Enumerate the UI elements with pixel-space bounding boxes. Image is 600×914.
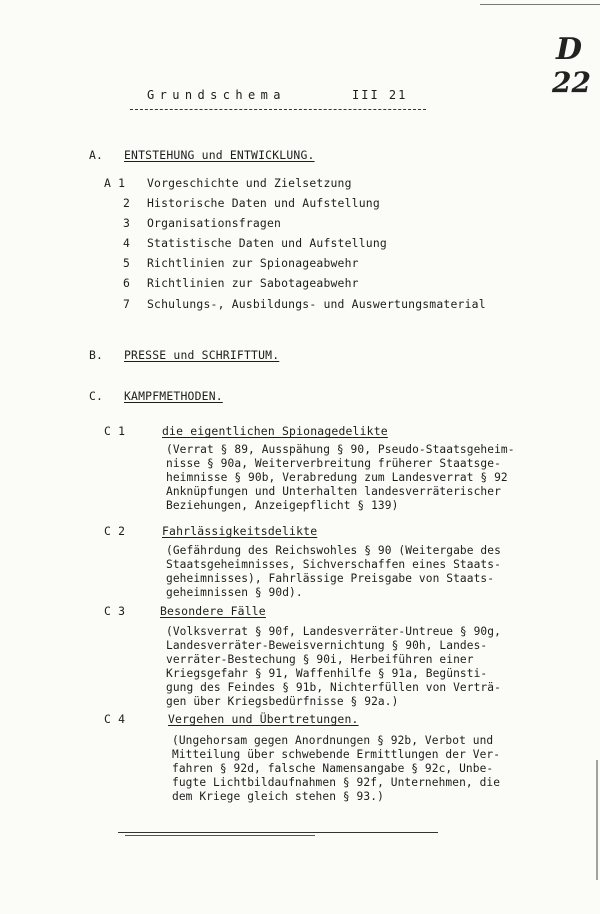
sub-c3-line-6: gen über Kriegsbedürfnisse § 92a.) — [166, 695, 399, 708]
sub-c4-number: C 4 — [104, 712, 126, 726]
sub-c4-heading: Vergehen und Übertretungen. — [168, 712, 359, 726]
sub-c2-line-4: geheimnissen § 90d). — [166, 586, 303, 599]
sub-c1-line-2: nisse § 90a, Weiterverbreitung früherer Staatsge- — [166, 457, 501, 470]
section-b-heading: PRESSE und SCHRIFTTUM. — [124, 348, 280, 362]
list-num-a5: 5 — [123, 256, 131, 270]
scan-edge-mark — [596, 760, 598, 880]
sub-c4-line-4: fugte Lichtbildaufnahmen § 92f, Unternehmen, die — [172, 776, 501, 789]
section-b-letter: B. — [89, 348, 104, 362]
list-item-a7: Schulungs-, Ausbildungs- und Auswertungsmaterial — [147, 297, 486, 311]
sub-c4-line-2: Mitteilung über schwebende Ermittlungen der Ver- — [172, 748, 501, 761]
document-code: III 21 — [352, 88, 408, 102]
sub-c4-line-1: (Ungehorsam gegen Anordnungen § 92b, Verbot und — [172, 734, 494, 747]
document-title: Grundschema — [147, 88, 286, 102]
sub-c2-number: C 2 — [104, 524, 126, 538]
sub-c3-line-4: Kriegsgefahr § 91, Waffenhilfe § 91a, Begünsti- — [166, 667, 488, 680]
sub-c3-line-1: (Volksverrat § 90f, Landesverräter-Untreue § 90g, — [166, 625, 501, 638]
sub-c1-line-3: heimnisse § 90b, Verabredung zum Landesverrat § 92 — [166, 471, 508, 484]
list-num-a2: 2 — [123, 196, 131, 210]
list-item-a5: Richtlinien zur Spionageabwehr — [147, 256, 359, 270]
sub-c3-number: C 3 — [104, 604, 126, 618]
sub-c1-line-1: (Verrat § 89, Ausspähung § 90, Pseudo-Staatsgeheim- — [166, 443, 515, 456]
sub-c4-line-3: fahren § 92d, falsche Namensangabe § 92c, Unbe- — [172, 762, 494, 775]
sub-c1-number: C 1 — [104, 424, 126, 438]
list-num-a3: 3 — [123, 216, 131, 230]
top-edge-mark — [480, 0, 600, 5]
closing-rule — [118, 832, 438, 833]
list-item-a1: Vorgeschichte und Zielsetzung — [147, 176, 352, 190]
sub-c2-heading: Fahrlässigkeitsdelikte — [162, 524, 318, 538]
section-c-letter: C. — [89, 389, 104, 403]
sub-c1-line-5: Beziehungen, Anzeigepflicht § 139) — [166, 499, 399, 512]
sub-c2-line-2: Staatsgeheimnisses, Sichverschaffen eines Staats- — [166, 558, 501, 571]
list-num-a4: 4 — [123, 236, 131, 250]
sub-c1-heading: die eigentlichen Spionagedelikte — [162, 424, 388, 438]
title-underline — [130, 109, 426, 110]
section-a-letter: A. — [89, 148, 104, 162]
list-num-a7: 7 — [123, 297, 131, 311]
list-item-a2: Historische Daten und Aufstellung — [147, 196, 380, 210]
handwritten-number: 22 — [552, 66, 591, 99]
sub-c2-line-3: geheimnisses), Fahrlässige Preisgabe von Staats- — [166, 572, 495, 585]
section-a-heading: ENTSTEHUNG und ENTWICKLUNG. — [124, 148, 315, 162]
list-num-a6: 6 — [123, 276, 131, 290]
handwritten-mark: D — [556, 32, 583, 67]
closing-rule-secondary — [125, 835, 315, 836]
sub-c3-line-5: gung des Feindes § 91b, Nichterfüllen von Verträ- — [166, 681, 501, 694]
sub-c4-line-5: dem Kriege gleich stehen § 93.) — [172, 790, 384, 803]
list-item-a6: Richtlinien zur Sabotageabwehr — [147, 276, 359, 290]
section-c-heading: KAMPFMETHODEN. — [124, 389, 223, 403]
sub-c3-line-3: verräter-Bestechung § 90i, Herbeiführen einer — [166, 653, 474, 666]
list-item-a4: Statistische Daten und Aufstellung — [147, 236, 387, 250]
sub-c1-line-4: Anknüpfungen und Unterhalten landesverräterischer — [166, 485, 501, 498]
sub-c3-heading: Besondere Fälle — [160, 604, 266, 618]
section-a-prefix: A 1 — [104, 176, 126, 190]
list-item-a3: Organisationsfragen — [147, 216, 282, 230]
sub-c2-line-1: (Gefährdung des Reichswohles § 90 (Weitergabe des — [166, 544, 501, 557]
sub-c3-line-2: Landesverräter-Beweisvernichtung § 90h, Landes- — [166, 639, 488, 652]
